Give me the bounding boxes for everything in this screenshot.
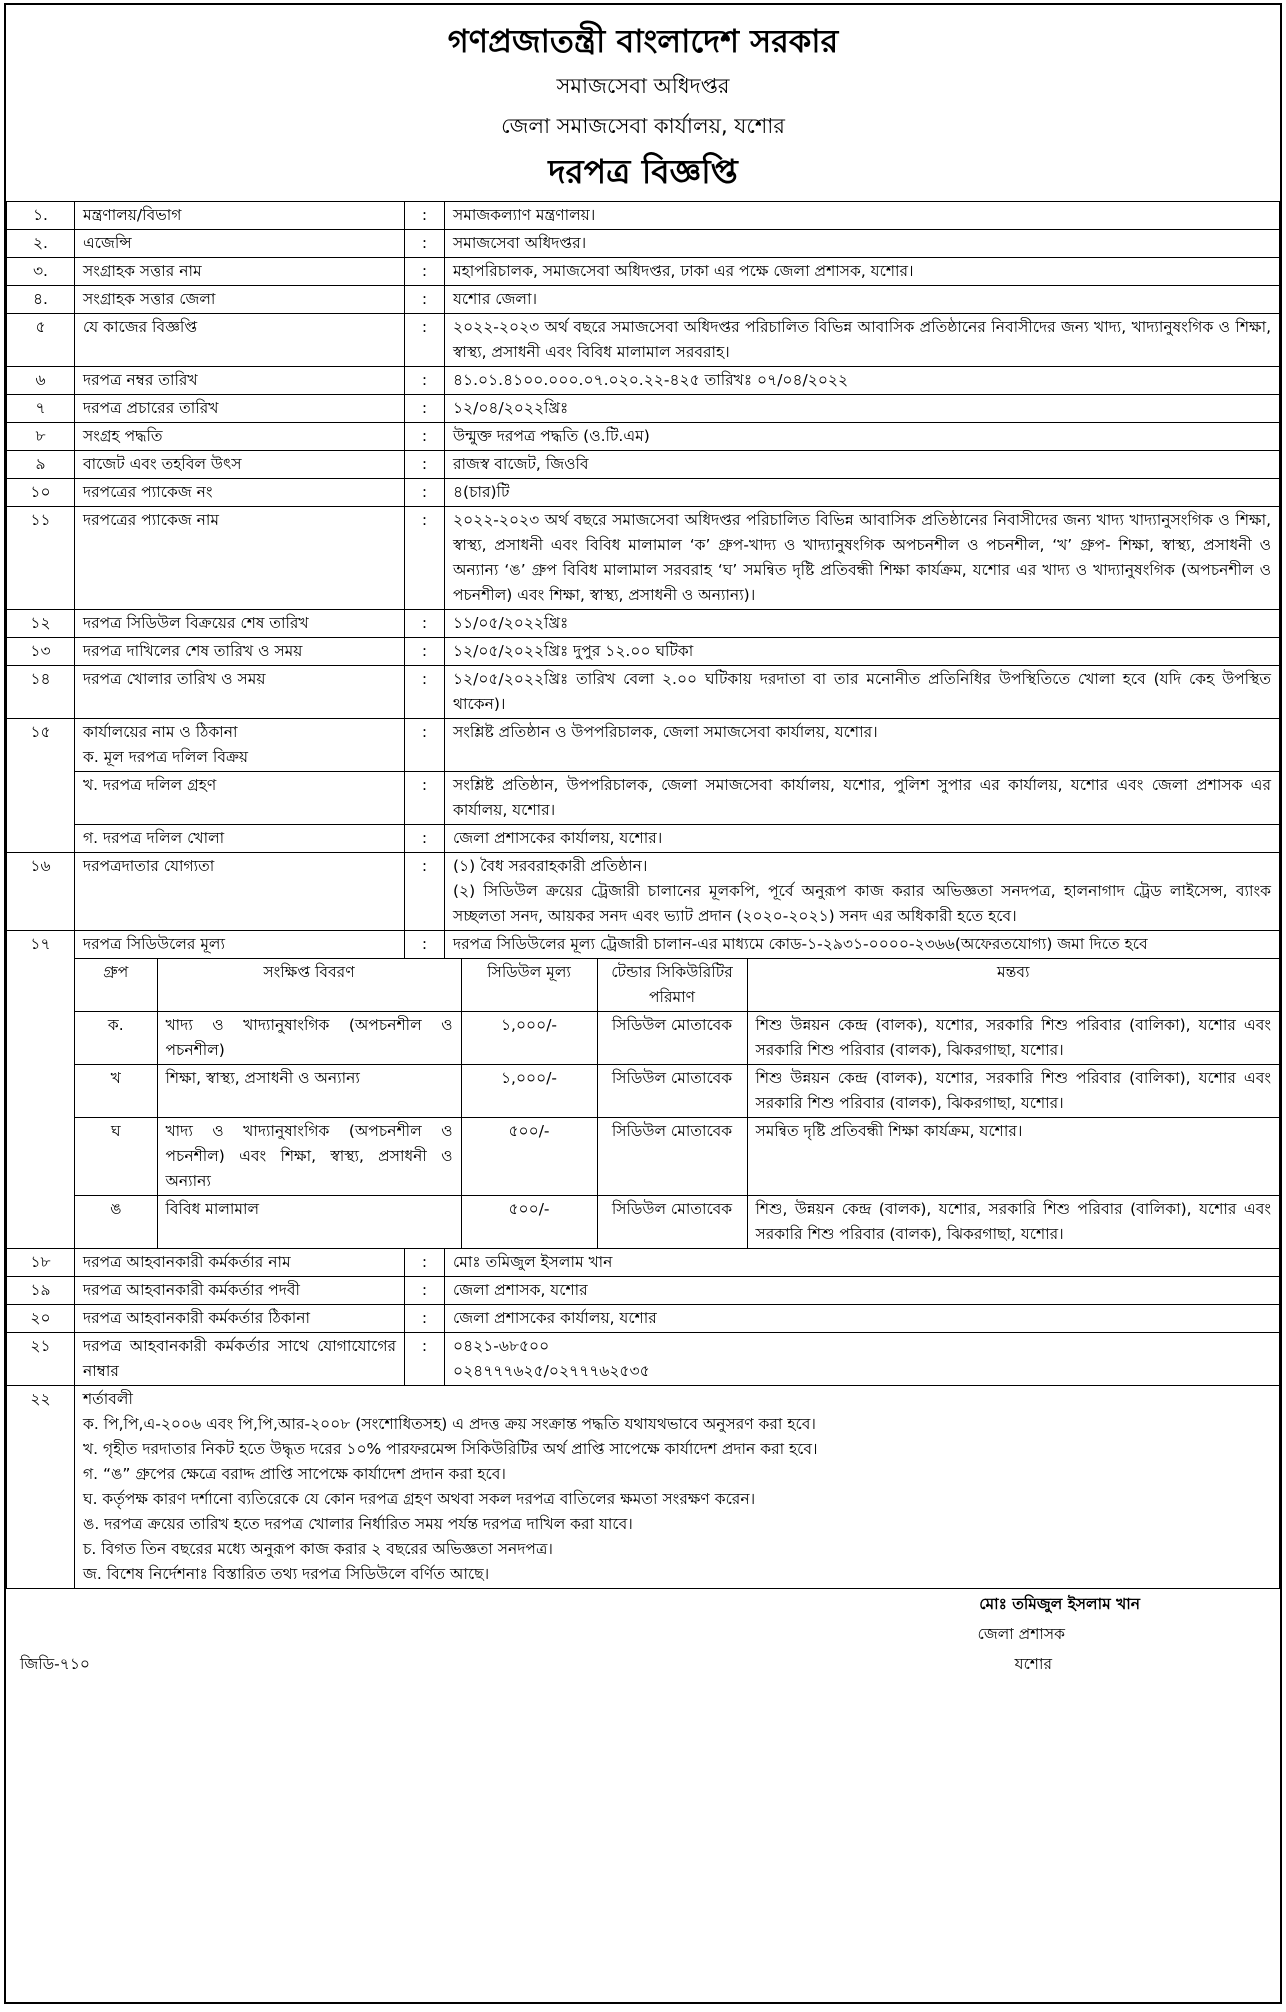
row-label: দরপত্র সিডিউলের মূল্য: [75, 931, 405, 959]
row-number: ২০: [7, 1305, 75, 1333]
row-label: দরপত্র আহবানকারী কর্মকর্তার ঠিকানা: [75, 1305, 405, 1333]
security-amount: সিডিউল মোতাবেক: [597, 1012, 747, 1065]
row-number: ৩.: [7, 258, 75, 286]
row-label: দরপত্র আহবানকারী কর্মকর্তার সাথে যোগাযোগের নাম্বার: [75, 1333, 405, 1386]
colon: :: [405, 202, 445, 230]
colon: :: [405, 638, 445, 666]
tender-rows: [7, 202, 1280, 719]
row-number: ২১: [7, 1333, 75, 1386]
row-value: ১১/০৫/২০২২খ্রিঃ: [445, 610, 1280, 638]
table-row: [7, 666, 1280, 719]
row-label: দরপত্র সিডিউল বিক্রয়ের শেষ তারিখ: [75, 610, 405, 638]
row-label: দরপত্রের প্যাকেজ নং: [75, 479, 405, 507]
security-amount: সিডিউল মোতাবেক: [597, 1118, 747, 1196]
row-value: ১২/০৫/২০২২খ্রিঃ তারিখ বেলা ২.০০ ঘটিকায় দরদাতা বা তার মনোনীত প্রতিনিধির উপস্থিতিতে খোলা হবে (যদি কেহ উপস্থিত থাকেন)।: [445, 666, 1280, 719]
row-number: ৯: [7, 451, 75, 479]
row-label: দরপত্র আহবানকারী কর্মকর্তার নাম: [75, 1249, 405, 1277]
row-number: ৪.: [7, 286, 75, 314]
row-number: ১৩: [7, 638, 75, 666]
row-value: মোঃ তমিজুল ইসলাম খান: [445, 1249, 1280, 1277]
row-15-value-a: সংশ্লিষ্ট প্রতিষ্ঠান ও উপপরিচালক, জেলা সমাজসেবা কার্যালয়, যশোর।: [445, 719, 1280, 772]
row-value: দরপত্র সিডিউলের মূল্য ট্রেজারী চালান-এর মাধ্যমে কোড-১-২৯৩১-০০০০-২৩৬৬(অফেরতযোগ্য) জমা দিতে হবে: [445, 931, 1280, 959]
row-label: এজেন্সি: [75, 230, 405, 258]
header-security: টেন্ডার সিকিউরিটির পরিমাণ: [597, 959, 747, 1012]
row-number: ১১: [7, 507, 75, 610]
table-row: [7, 1277, 1280, 1305]
row-value: জেলা প্রশাসক, যশোর: [445, 1277, 1280, 1305]
officer-rows: [7, 1249, 1280, 1333]
row-number: ১.: [7, 202, 75, 230]
colon: :: [405, 719, 445, 772]
colon: :: [405, 395, 445, 423]
row-value: ২০২২-২০২৩ অর্থ বছরে সমাজসেবা অধিদপ্তর পরিচালিত বিভিন্ন আবাসিক প্রতিষ্ঠানের নিবাসীদের জন্য খাদ্য, খাদ্যানুষংগিক ও শিক্ষা, স্বাস্থ্য, প্রসাধনী এবং বিবিধ মালামাল সরবরাহ।: [445, 314, 1280, 367]
signatory-name: মোঃ তমিজুল ইসলাম খান: [979, 1595, 1140, 1613]
tender-notice: [4, 3, 1282, 2004]
table-row: [7, 479, 1280, 507]
signatory-designation: জেলা প্রশাসক: [977, 1625, 1065, 1643]
table-row: [7, 314, 1280, 367]
row-value: মহাপরিচালক, সমাজসেবা অধিদপ্তর, ঢাকা এর পক্ষে জেলা প্রশাসক, যশোর।: [445, 258, 1280, 286]
schedule-price: ৫০০/-: [461, 1118, 597, 1196]
group-remark: শিশু, উন্নয়ন কেন্দ্র (বালক), যশোর, সরকারি শিশু পরিবার (বালিকা), যশোর এবং সরকারি শিশু পরিবার (বালক), ঝিকরগাছা, যশোর।: [747, 1196, 1279, 1249]
row-value: উন্মুক্ত দরপত্র পদ্ধতি (ও.টি.এম): [445, 423, 1280, 451]
row-label: দরপত্রদাতার যোগ্যতা: [75, 853, 405, 931]
row-value: ২০২২-২০২৩ অর্থ বছরে সমাজসেবা অধিদপ্তর পরিচালিত বিভিন্ন আবাসিক প্রতিষ্ঠানের নিবাসীদের জন্য খাদ্য খাদ্যানুসংগিক ও শিক্ষা, স্বাস্থ্য, প্রসাধনী এবং বিবিধ মালামাল ‘ক’ গ্রুপ-খাদ্য ও খাদ্যানুষংগিক অপচনশীল ও পচনশীল, ‘খ’ গ্রুপ- শিক্ষা, স্বাস্থ্য, প্রসাধনী ও অন্যান্য ‘ঙ’ গ্রুপ বিবিধ মালামাল সরবরাহ ‘ঘ’ সমন্বিত দৃষ্টি প্রতিবন্ধী শিক্ষা কার্যক্রম, যশোর এর খাদ্য ও খাদ্যানুষংগিক (অপচনশীল ও পচনশীল) এবং শিক্ষা, স্বাস্থ্য, প্রসাধনী ও অন্যান্য)।: [445, 507, 1280, 610]
row-label: সংগ্রাহক সত্তার নাম: [75, 258, 405, 286]
phone-1: ০৪২১-৬৮৫০০: [453, 1337, 550, 1355]
row-number: ৮: [7, 423, 75, 451]
department-name: সমাজসেবা অধিদপ্তর: [556, 74, 730, 98]
colon: :: [405, 825, 445, 853]
terms-item: খ. গৃহীত দরদাতার নিকট হতে উদ্ধৃত দরের ১০% পারফরমেন্স সিকিউরিটির অর্থ প্রাপ্তি সাপেক্ষে কার্যাদেশ প্রদান করা হবে।: [83, 1440, 818, 1458]
row-value: ৪১.০১.৪১০০.০০০.০৭.০২০.২২-৪২৫ তারিখঃ ০৭/০৪/২০২২: [445, 367, 1280, 395]
row-number: ১৪: [7, 666, 75, 719]
table-row: [7, 230, 1280, 258]
row-value: [445, 1333, 1280, 1386]
row-16: [7, 853, 1280, 931]
notice-header: [6, 19, 1280, 195]
schedule-row: [75, 1012, 1279, 1065]
schedule-price: ৫০০/-: [461, 1196, 597, 1249]
colon: :: [405, 423, 445, 451]
table-row: [7, 258, 1280, 286]
schedule-header-row: [75, 959, 1279, 1012]
terms-title: শর্তাবলী: [83, 1390, 133, 1408]
group-code: ঘ: [75, 1118, 157, 1196]
table-row: [7, 423, 1280, 451]
colon: :: [405, 451, 445, 479]
row-label: দরপত্র প্রচারের তারিখ: [75, 395, 405, 423]
row-number: ১৬: [7, 853, 75, 931]
colon: :: [405, 479, 445, 507]
schedule-table: [75, 959, 1279, 1248]
row-value: সমাজসেবা অধিদপ্তর।: [445, 230, 1280, 258]
row-label: দরপত্র নম্বর তারিখ: [75, 367, 405, 395]
group-code: খ: [75, 1065, 157, 1118]
row-17: [7, 931, 1280, 1249]
schedule-price: ১,০০০/-: [461, 1065, 597, 1118]
row-label: দরপত্রের প্যাকেজ নাম: [75, 507, 405, 610]
row-label: দরপত্র আহবানকারী কর্মকর্তার পদবী: [75, 1277, 405, 1305]
schedule-price: ১,০০০/-: [461, 1012, 597, 1065]
row-value: সমাজকল্যাণ মন্ত্রণালয়।: [445, 202, 1280, 230]
row-22: [7, 1386, 1280, 1589]
colon: :: [405, 507, 445, 610]
row-value: ৪(চার)টি: [445, 479, 1280, 507]
row-number: ১২: [7, 610, 75, 638]
colon: :: [405, 931, 445, 959]
group-description: খাদ্য ও খাদ্যানুষাংগিক (অপচনশীল ও পচনশীল): [157, 1012, 461, 1065]
row-15: [7, 719, 1280, 853]
schedule-table-cell: [75, 959, 1280, 1249]
gd-reference: জিডি-৭১০: [20, 1655, 90, 1673]
group-remark: শিশু উন্নয়ন কেন্দ্র (বালক), যশোর, সরকারি শিশু পরিবার (বালিকা), যশোর এবং সরকারি শিশু পরিবার (বালক), ঝিকরগাছা, যশোর।: [747, 1065, 1279, 1118]
colon: :: [405, 286, 445, 314]
qualification-2: (২) সিডিউল ক্রয়ের ট্রেজারী চালানের মূলকপি, পূর্বে অনুরূপ কাজ করার অভিজ্ঞতা সনদপত্র, হালনাগাদ ট্রেড লাইসেন্স, ব্যাংক সচ্ছলতা সনদ, আয়কর সনদ এবং ভ্যাট প্রদান (২০২০-২০২১) সনদ এর অধিকারী হতে হবে।: [453, 882, 1271, 925]
signature-block: [6, 1589, 1280, 1681]
row-label: বাজেট এবং তহবিল উৎস: [75, 451, 405, 479]
signatory-place: যশোর: [1014, 1655, 1052, 1673]
group-description: খাদ্য ও খাদ্যানুষাংগিক (অপচনশীল ও পচনশীল) এবং শিক্ষা, স্বাস্থ্য, প্রসাধনী ও অন্যান্য: [157, 1118, 461, 1196]
group-remark: সমন্বিত দৃষ্টি প্রতিবন্ধী শিক্ষা কার্যক্রম, যশোর।: [747, 1118, 1279, 1196]
row-value: রাজস্ব বাজেট, জিওবি: [445, 451, 1280, 479]
terms-item: ঙ. দরপত্র ক্রয়ের তারিখ হতে দরপত্র খোলার নির্ধারিত সময় পর্যন্ত দরপত্র দাখিল করা যাবে।: [83, 1515, 633, 1533]
colon: :: [405, 1333, 445, 1386]
table-row: [7, 202, 1280, 230]
colon: :: [405, 230, 445, 258]
security-amount: সিডিউল মোতাবেক: [597, 1196, 747, 1249]
row-value: ১২/০৪/২০২২খ্রিঃ: [445, 395, 1280, 423]
group-code: ক.: [75, 1012, 157, 1065]
notice-title: দরপত্র বিজ্ঞপ্তি: [548, 152, 738, 191]
row-number: ২২: [7, 1386, 75, 1589]
table-row: [7, 1249, 1280, 1277]
schedule-row: [75, 1118, 1279, 1196]
row-label: সংগ্রহ পদ্ধতি: [75, 423, 405, 451]
colon: :: [405, 314, 445, 367]
schedule-row: [75, 1196, 1279, 1249]
row-15-value-b: সংশ্লিষ্ট প্রতিষ্ঠান, উপপরিচালক, জেলা সমাজসেবা কার্যালয়, যশোর, পুলিশ সুপার এর কার্যালয়, যশোর এবং জেলা প্রশাসক এর কার্যালয়, যশোর।: [445, 772, 1280, 825]
terms-item: চ. বিগত তিন বছরের মধ্যে অনুরূপ কাজ করার ২ বছরের অভিজ্ঞতা সনদপত্র।: [83, 1540, 553, 1558]
security-amount: সিডিউল মোতাবেক: [597, 1065, 747, 1118]
row-number: ৭: [7, 395, 75, 423]
row-label: দরপত্র খোলার তারিখ ও সময়: [75, 666, 405, 719]
row-number: ৬: [7, 367, 75, 395]
row-15-label-b: খ. দরপত্র দলিল গ্রহণ: [75, 772, 405, 825]
row-value: জেলা প্রশাসকের কার্যালয়, যশোর: [445, 1305, 1280, 1333]
terms-item: গ. “ঙ” গ্রুপের ক্ষেত্রে বরাদ্দ প্রাপ্তি সাপেক্ষে কার্যাদেশ প্রদান করা হবে।: [83, 1465, 506, 1483]
terms-item: ক. পি,পি,এ-২০০৬ এবং পি,পি,আর-২০০৮ (সংশোধিতসহ) এ প্রদত্ত ক্রয় সংক্রান্ত পদ্ধতি যথাযথভাবে অনুসরণ করা হবে।: [83, 1415, 816, 1433]
tender-table: [6, 201, 1280, 1589]
colon: :: [405, 1249, 445, 1277]
row-number: ১৫: [7, 719, 75, 853]
group-remark: শিশু উন্নয়ন কেন্দ্র (বালক), যশোর, সরকারি শিশু পরিবার (বালিকা), যশোর এবং সরকারি শিশু পরিবার (বালক), ঝিকরগাছা, যশোর।: [747, 1012, 1279, 1065]
colon: :: [405, 367, 445, 395]
colon: :: [405, 1305, 445, 1333]
group-description: বিবিধ মালামাল: [157, 1196, 461, 1249]
colon: :: [405, 1277, 445, 1305]
table-row: [7, 395, 1280, 423]
row-label: মন্ত্রণালয়/বিভাগ: [75, 202, 405, 230]
header-description: সংক্ষিপ্ত বিবরণ: [157, 959, 461, 1012]
table-row: [7, 610, 1280, 638]
header-price: সিডিউল মূল্য: [461, 959, 597, 1012]
colon: :: [405, 610, 445, 638]
row-number: ১০: [7, 479, 75, 507]
table-row: [7, 367, 1280, 395]
schedule-row: [75, 1065, 1279, 1118]
row-value: [445, 853, 1280, 931]
schedule-groups: [75, 959, 1279, 1248]
row-label: দরপত্র দাখিলের শেষ তারিখ ও সময়: [75, 638, 405, 666]
row-number: ১৯: [7, 1277, 75, 1305]
terms-item: ঘ. কর্তৃপক্ষ কারণ দর্শানো ব্যতিরেকে যে কোন দরপত্র গ্রহণ অথবা সকল দরপত্র বাতিলের ক্ষমতা সংরক্ষণ করেন।: [83, 1490, 756, 1508]
table-row: [7, 451, 1280, 479]
row-15-value-c: জেলা প্রশাসকের কার্যালয়, যশোর।: [445, 825, 1280, 853]
row-label: যে কাজের বিজ্ঞপ্তি: [75, 314, 405, 367]
row-number: ১৭: [7, 931, 75, 1249]
row-value: যশোর জেলা।: [445, 286, 1280, 314]
row-15-label-c: গ. দরপত্র দলিল খোলা: [75, 825, 405, 853]
table-row: [7, 507, 1280, 610]
header-group: গ্রুপ: [75, 959, 157, 1012]
row-21: [7, 1333, 1280, 1386]
colon: :: [405, 853, 445, 931]
row-number: ২.: [7, 230, 75, 258]
table-row: [7, 286, 1280, 314]
group-description: শিক্ষা, স্বাস্থ্য, প্রসাধনী ও অন্যান্য: [157, 1065, 461, 1118]
row-15-label-a: ক. মূল দরপত্র দলিল বিক্রয়: [83, 748, 249, 766]
row-label: [75, 719, 405, 772]
group-code: ঙ: [75, 1196, 157, 1249]
row-number: ৫: [7, 314, 75, 367]
row-15-title: কার্যালয়ের নাম ও ঠিকানা: [83, 723, 238, 741]
colon: :: [405, 258, 445, 286]
office-name: জেলা সমাজসেবা কার্যালয়, যশোর: [501, 114, 785, 138]
phone-2: ০২৪৭৭৭৬২৫/০২৭৭৭৬২৫৩৫: [453, 1362, 650, 1380]
row-number: ১৮: [7, 1249, 75, 1277]
row-value: ১২/০৫/২০২২খ্রিঃ দুপুর ১২.০০ ঘটিকা: [445, 638, 1280, 666]
terms-conditions: [75, 1386, 1280, 1589]
table-row: [7, 1305, 1280, 1333]
table-row: [7, 638, 1280, 666]
header-remark: মন্তব্য: [747, 959, 1279, 1012]
colon: :: [405, 666, 445, 719]
government-title: গণপ্রজাতন্ত্রী বাংলাদেশ সরকার: [447, 22, 839, 60]
row-label: সংগ্রাহক সত্তার জেলা: [75, 286, 405, 314]
terms-item: জ. বিশেষ নির্দেশনাঃ বিস্তারিত তথ্য দরপত্র সিডিউলে বর্ণিত আছে।: [83, 1565, 490, 1583]
qualification-1: (১) বৈধ সরবরাহকারী প্রতিষ্ঠান।: [453, 857, 648, 875]
colon: :: [405, 772, 445, 825]
